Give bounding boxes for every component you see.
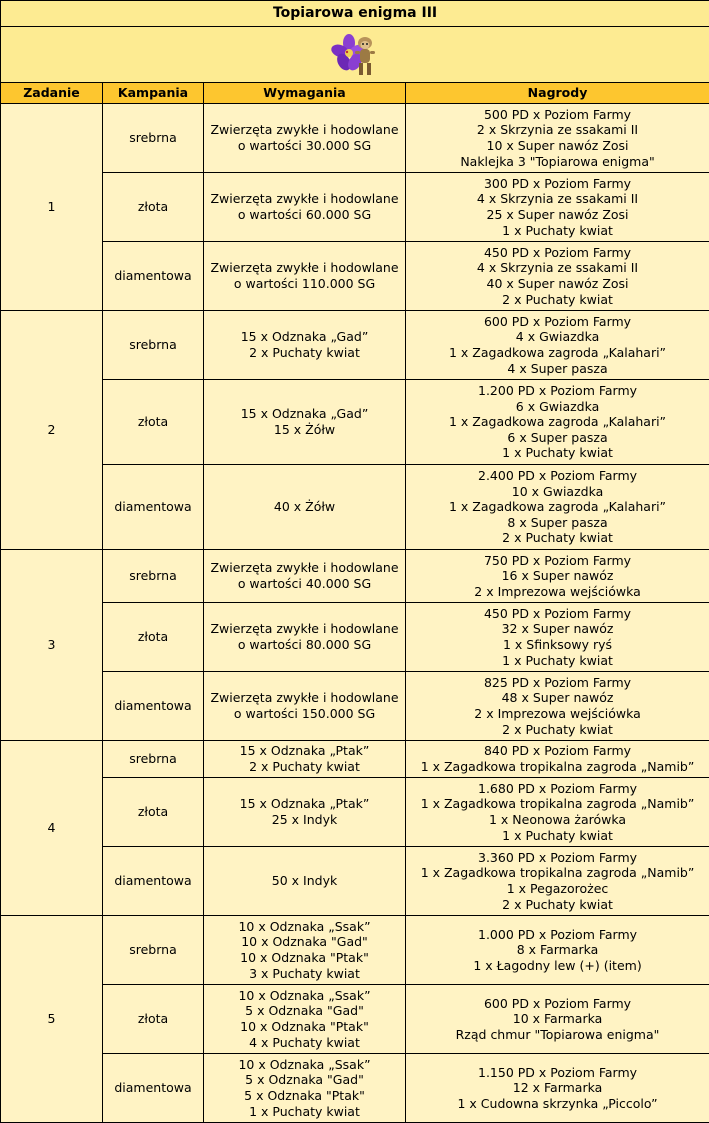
rewards-cell bbox=[406, 311, 709, 380]
table-row bbox=[1, 380, 709, 465]
reward-line: 10 x Super nawóz Zosi bbox=[408, 138, 707, 154]
reward-line: 1.150 PD x Poziom Farmy bbox=[408, 1065, 707, 1081]
reward-line: 1 x Zagadkowa tropikalna zagroda „Namib” bbox=[408, 759, 707, 775]
requirements-cell bbox=[204, 741, 406, 778]
task-number: 1 bbox=[1, 104, 103, 311]
requirement-line: 10 x Odznaka „Ssak” bbox=[206, 1057, 403, 1073]
reward-line: 1 x Puchaty kwiat bbox=[408, 828, 707, 844]
task-number: 4 bbox=[1, 741, 103, 916]
reward-line: 4 x Skrzynia ze ssakami II bbox=[408, 191, 707, 207]
requirement-line: o wartości 80.000 SG bbox=[206, 637, 403, 653]
task-number: 3 bbox=[1, 550, 103, 741]
reward-line: 1 x Zagadkowa zagroda „Kalahari” bbox=[408, 414, 707, 430]
reward-line: 10 x Farmarka bbox=[408, 1011, 707, 1027]
rewards-cell bbox=[406, 847, 709, 916]
reward-line: 2 x Skrzynia ze ssakami II bbox=[408, 122, 707, 138]
table-row bbox=[1, 741, 709, 778]
reward-line: 4 x Gwiazdka bbox=[408, 329, 707, 345]
reward-line: 2 x Imprezowa wejściówka bbox=[408, 706, 707, 722]
reward-line: 1 x Puchaty kwiat bbox=[408, 653, 707, 669]
requirements-cell bbox=[204, 173, 406, 242]
reward-line: 1 x Sfinksowy ryś bbox=[408, 637, 707, 653]
reward-line: 12 x Farmarka bbox=[408, 1080, 707, 1096]
requirements-cell bbox=[204, 672, 406, 741]
reward-line: 450 PD x Poziom Farmy bbox=[408, 606, 707, 622]
reward-line: 600 PD x Poziom Farmy bbox=[408, 996, 707, 1012]
requirement-line: Zwierzęta zwykłe i hodowlane bbox=[206, 191, 403, 207]
reward-line: 1 x Puchaty kwiat bbox=[408, 223, 707, 239]
requirement-line: 3 x Puchaty kwiat bbox=[206, 966, 403, 982]
requirement-line: 15 x Odznaka „Gad” bbox=[206, 329, 403, 345]
reward-line: 1 x Zagadkowa zagroda „Kalahari” bbox=[408, 345, 707, 361]
table-row bbox=[1, 603, 709, 672]
campaign-cell: srebrna bbox=[103, 311, 204, 380]
reward-line: 1 x Puchaty kwiat bbox=[408, 445, 707, 461]
reward-line: 2 x Puchaty kwiat bbox=[408, 530, 707, 546]
reward-line: Naklejka 3 "Topiarowa enigma" bbox=[408, 154, 707, 170]
table-row bbox=[1, 242, 709, 311]
reward-line: Rząd chmur "Topiarowa enigma" bbox=[408, 1027, 707, 1043]
reward-line: 2 x Puchaty kwiat bbox=[408, 292, 707, 308]
rewards-cell bbox=[406, 104, 709, 173]
campaign-cell: złota bbox=[103, 985, 204, 1054]
table-row bbox=[1, 847, 709, 916]
table-row bbox=[1, 916, 709, 985]
requirement-line: Zwierzęta zwykłe i hodowlane bbox=[206, 690, 403, 706]
header-zadanie: Zadanie bbox=[1, 83, 103, 104]
reward-line: 2.400 PD x Poziom Farmy bbox=[408, 468, 707, 484]
requirements-cell bbox=[204, 778, 406, 847]
rewards-cell bbox=[406, 603, 709, 672]
requirement-line: 15 x Żółw bbox=[206, 422, 403, 438]
rewards-cell bbox=[406, 465, 709, 550]
table-row bbox=[1, 465, 709, 550]
reward-line: 2 x Puchaty kwiat bbox=[408, 722, 707, 738]
table-row bbox=[1, 311, 709, 380]
requirements-cell bbox=[204, 380, 406, 465]
requirement-line: 10 x Odznaka "Ptak" bbox=[206, 1019, 403, 1035]
campaign-cell: diamentowa bbox=[103, 847, 204, 916]
table-row bbox=[1, 1054, 709, 1123]
reward-line: 32 x Super nawóz bbox=[408, 621, 707, 637]
reward-line: 840 PD x Poziom Farmy bbox=[408, 743, 707, 759]
requirement-line: 10 x Odznaka „Ssak” bbox=[206, 919, 403, 935]
reward-line: 10 x Gwiazdka bbox=[408, 484, 707, 500]
campaign-cell: diamentowa bbox=[103, 465, 204, 550]
requirement-line: 10 x Odznaka "Ptak" bbox=[206, 950, 403, 966]
reward-line: 3.360 PD x Poziom Farmy bbox=[408, 850, 707, 866]
rewards-cell bbox=[406, 985, 709, 1054]
reward-line: 40 x Super nawóz Zosi bbox=[408, 276, 707, 292]
reward-line: 8 x Super pasza bbox=[408, 515, 707, 531]
reward-line: 6 x Gwiazdka bbox=[408, 399, 707, 415]
reward-line: 8 x Farmarka bbox=[408, 942, 707, 958]
requirement-line: o wartości 150.000 SG bbox=[206, 706, 403, 722]
requirements-cell bbox=[204, 985, 406, 1054]
rewards-cell bbox=[406, 173, 709, 242]
reward-line: 1 x Cudowna skrzynka „Piccolo” bbox=[408, 1096, 707, 1112]
campaign-cell: srebrna bbox=[103, 741, 204, 778]
requirements-cell bbox=[204, 847, 406, 916]
campaign-cell: złota bbox=[103, 603, 204, 672]
requirement-line: o wartości 30.000 SG bbox=[206, 138, 403, 154]
reward-line: 2 x Puchaty kwiat bbox=[408, 897, 707, 913]
table-row bbox=[1, 672, 709, 741]
reward-line: 48 x Super nawóz bbox=[408, 690, 707, 706]
reward-line: 2 x Imprezowa wejściówka bbox=[408, 584, 707, 600]
reward-line: 1 x Łagodny lew (+) (item) bbox=[408, 958, 707, 974]
header-wymagania: Wymagania bbox=[204, 83, 406, 104]
campaign-cell: diamentowa bbox=[103, 242, 204, 311]
campaign-cell: złota bbox=[103, 380, 204, 465]
campaign-cell: złota bbox=[103, 778, 204, 847]
requirement-line: o wartości 110.000 SG bbox=[206, 276, 403, 292]
reward-line: 1 x Zagadkowa tropikalna zagroda „Namib” bbox=[408, 796, 707, 812]
requirement-line: Zwierzęta zwykłe i hodowlane bbox=[206, 122, 403, 138]
requirement-line: 15 x Odznaka „Ptak” bbox=[206, 796, 403, 812]
reward-line: 1.680 PD x Poziom Farmy bbox=[408, 781, 707, 797]
requirement-line: 15 x Odznaka „Ptak” bbox=[206, 743, 403, 759]
table-row bbox=[1, 173, 709, 242]
reward-line: 1.200 PD x Poziom Farmy bbox=[408, 383, 707, 399]
rewards-cell bbox=[406, 242, 709, 311]
requirement-line: 5 x Odznaka "Ptak" bbox=[206, 1088, 403, 1104]
reward-line: 450 PD x Poziom Farmy bbox=[408, 245, 707, 261]
table-row bbox=[1, 104, 709, 173]
table-row bbox=[1, 985, 709, 1054]
reward-line: 6 x Super pasza bbox=[408, 430, 707, 446]
task-number: 5 bbox=[1, 916, 103, 1123]
requirements-cell bbox=[204, 550, 406, 603]
header-kampania: Kampania bbox=[103, 83, 204, 104]
event-icon-cell bbox=[1, 27, 709, 83]
campaign-cell: srebrna bbox=[103, 916, 204, 985]
reward-line: 4 x Skrzynia ze ssakami II bbox=[408, 260, 707, 276]
requirements-cell bbox=[204, 242, 406, 311]
rewards-cell bbox=[406, 672, 709, 741]
table-body bbox=[1, 104, 709, 1123]
campaign-cell: diamentowa bbox=[103, 1054, 204, 1123]
reward-line: 300 PD x Poziom Farmy bbox=[408, 176, 707, 192]
reward-line: 1 x Zagadkowa tropikalna zagroda „Namib” bbox=[408, 865, 707, 881]
table-row bbox=[1, 550, 709, 603]
rewards-cell bbox=[406, 778, 709, 847]
requirement-line: 2 x Puchaty kwiat bbox=[206, 759, 403, 775]
reward-line: 16 x Super nawóz bbox=[408, 568, 707, 584]
table-title: Topiarowa enigma III bbox=[1, 1, 709, 27]
header-nagrody: Nagrody bbox=[406, 83, 709, 104]
requirement-line: 5 x Odznaka "Gad" bbox=[206, 1072, 403, 1088]
requirement-line: 5 x Odznaka "Gad" bbox=[206, 1003, 403, 1019]
campaign-cell: diamentowa bbox=[103, 672, 204, 741]
requirement-line: 50 x Indyk bbox=[206, 873, 403, 889]
requirement-line: 10 x Odznaka "Gad" bbox=[206, 934, 403, 950]
requirement-line: 4 x Puchaty kwiat bbox=[206, 1035, 403, 1051]
reward-line: 1 x Pegazorożec bbox=[408, 881, 707, 897]
requirement-line: 40 x Żółw bbox=[206, 499, 403, 515]
requirement-line: 1 x Puchaty kwiat bbox=[206, 1104, 403, 1120]
reward-line: 1 x Neonowa żarówka bbox=[408, 812, 707, 828]
reward-line: 750 PD x Poziom Farmy bbox=[408, 553, 707, 569]
reward-line: 1 x Zagadkowa zagroda „Kalahari” bbox=[408, 499, 707, 515]
requirements-cell bbox=[204, 311, 406, 380]
requirement-line: 10 x Odznaka „Ssak” bbox=[206, 988, 403, 1004]
requirement-line: o wartości 60.000 SG bbox=[206, 207, 403, 223]
reward-line: 825 PD x Poziom Farmy bbox=[408, 675, 707, 691]
task-number: 2 bbox=[1, 311, 103, 550]
reward-line: 25 x Super nawóz Zosi bbox=[408, 207, 707, 223]
requirements-cell bbox=[204, 916, 406, 985]
requirement-line: 25 x Indyk bbox=[206, 812, 403, 828]
reward-line: 600 PD x Poziom Farmy bbox=[408, 314, 707, 330]
requirements-cell bbox=[204, 603, 406, 672]
campaign-cell: złota bbox=[103, 173, 204, 242]
requirements-cell bbox=[204, 1054, 406, 1123]
requirement-line: Zwierzęta zwykłe i hodowlane bbox=[206, 621, 403, 637]
requirement-line: Zwierzęta zwykłe i hodowlane bbox=[206, 260, 403, 276]
requirement-line: 15 x Odznaka „Gad” bbox=[206, 406, 403, 422]
flower-sheep-icon bbox=[329, 29, 381, 81]
rewards-cell bbox=[406, 741, 709, 778]
rewards-cell bbox=[406, 1054, 709, 1123]
requirement-line: o wartości 40.000 SG bbox=[206, 576, 403, 592]
table-row bbox=[1, 778, 709, 847]
reward-line: 500 PD x Poziom Farmy bbox=[408, 107, 707, 123]
requirements-cell bbox=[204, 104, 406, 173]
reward-line: 1.000 PD x Poziom Farmy bbox=[408, 927, 707, 943]
rewards-cell bbox=[406, 550, 709, 603]
campaign-cell: srebrna bbox=[103, 104, 204, 173]
rewards-cell bbox=[406, 380, 709, 465]
campaign-cell: srebrna bbox=[103, 550, 204, 603]
requirement-line: Zwierzęta zwykłe i hodowlane bbox=[206, 560, 403, 576]
requirement-line: 2 x Puchaty kwiat bbox=[206, 345, 403, 361]
rewards-cell bbox=[406, 916, 709, 985]
reward-line: 4 x Super pasza bbox=[408, 361, 707, 377]
requirements-cell bbox=[204, 465, 406, 550]
